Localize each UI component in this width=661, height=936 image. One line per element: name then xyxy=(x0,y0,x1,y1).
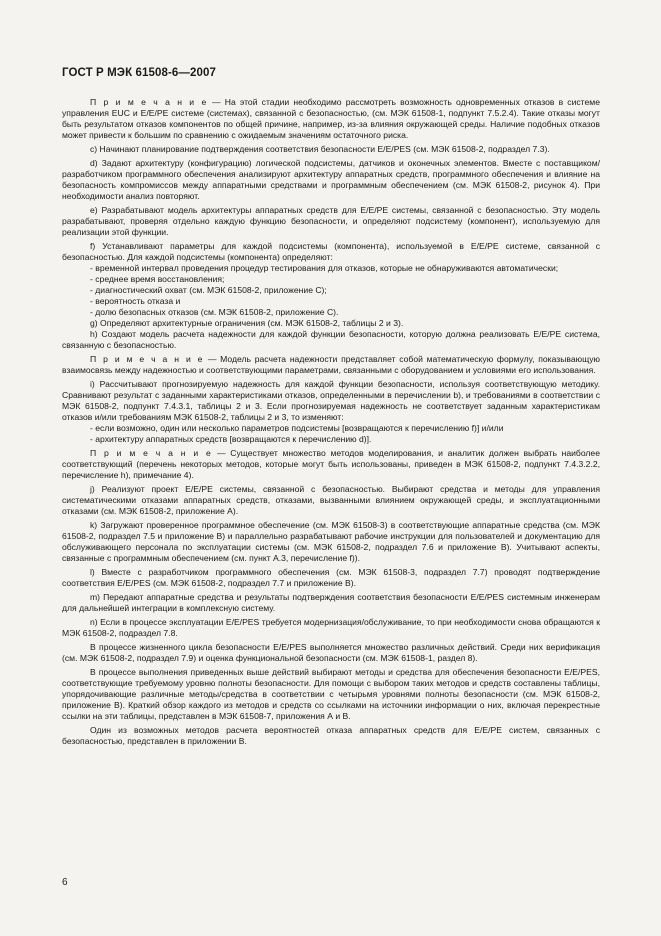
note-label: П р и м е ч а н и е xyxy=(90,354,205,364)
note-label: П р и м е ч а н и е xyxy=(90,97,208,107)
list-item-c: с) Начинают планирование подтверждения соответствия безопасности E/E/PES (см. МЭК 61508-2, подраздел 7.3). xyxy=(90,144,550,154)
dash-item: - среднее время восстановления; xyxy=(90,274,225,284)
list-item-k: k) Загружают проверенное программное обеспечение (см. МЭК 61508-3) в соответствующие аппаратные средства (см. МЭК 61508-2, подраздел 7.5 и приложение В) и параллельно разрабатывают рабочие инструкции для пользователей и документацию для обслуживающего персонала по эксплуатации системы (см. МЭК 61508-2, подраздел 7.6 и приложение В). Учитывают аспекты, связанные с программным обеспечением (см. пункт А.3, перечисление f)). xyxy=(62,520,600,563)
list-item-e: е) Разрабатывают модель архитектуры аппаратных средств для E/E/PE системы, связанной с безопасностью. Эту модель разрабатывают, проверяя отдельно каждую функцию безопасности, и определяют подсистему (компонент), используемую для реализации этой функции. xyxy=(62,205,600,237)
body-paragraph: Один из возможных методов расчета вероятностей отказа аппаратных средств для E/E/PE систем, связанных с безопасностью, представлен в приложении В. xyxy=(62,725,600,746)
dash-item: - архитектуру аппаратных средств [возвращаются к перечислению d)]. xyxy=(90,434,372,444)
list-item-j: j) Реализуют проект E/E/PE системы, связанной с безопасностью. Выбирают средства и методы для управления систематическими отказами аппаратных средств, отказами, вызванными влиянием окружающей среды, и эксплуатационными отказами (см. МЭК 61508-2, приложение А). xyxy=(62,484,600,516)
document-body xyxy=(62,97,600,750)
body-paragraph: В процессе выполнения приведенных выше действий выбирают методы и средства для обеспечения безопасности E/E/PES, соответствующие требуемому уровню полноты безопасности. Для помощи с выбором таких методов и средств составлены таблицы, упорядочивающие различные методы/средства в соответствии с четырьмя уровнями полноты безопасности (см. МЭК 61508-2, приложение В). Краткий обзор каждого из методов и средств со ссылками на источники информации о них, включая перекрестные ссылки на эти таблицы, представлен в МЭК 61508-7, приложения А и В. xyxy=(62,667,600,721)
note-paragraph: П р и м е ч а н и е — Существует множество методов моделирования, и аналитик должен выбрать наиболее соответствующий (перечень некоторых методов, которые могут быть использованы, приведен в МЭК 61508-2, подпункт 7.4.3.2.2, перечисление h), примечание 4). xyxy=(62,448,600,480)
document-header: ГОСТ Р МЭК 61508-6—2007 xyxy=(62,67,216,79)
note-label: П р и м е ч а н и е xyxy=(90,448,213,458)
note-paragraph: П р и м е ч а н и е — На этой стадии необходимо рассмотреть возможность одновременных отказов в системе управления EUC и E/E/PE системе (системах), связанной с безопасностью, (см. МЭК 61508-1, подпункт 7.5.2.4). Такие отказы могут быть результатом отказов компонентов по общей причине, например, из-за влияния окружающей среды. Наличие подобных отказов может привести к большим по сравнению с ожидаемым значениям остаточного риска. xyxy=(62,97,600,140)
note-paragraph: П р и м е ч а н и е — Модель расчета надежности представляет собой математическую формулу, показывающую взаимосвязь между надежностью и соответствующими параметрами, связанными с оборудованием и условиями его использования. xyxy=(62,354,600,375)
dash-item: - долю безопасных отказов (см. МЭК 61508-2, приложение С). xyxy=(90,307,339,317)
list-item-i: i) Рассчитывают прогнозируемую надежность для каждой функции безопасности, используя соответствующую методику. Сравнивают результат с заданными характеристиками отказов, определенными в перечислении b), и требованиями в соответствии с МЭК 61508-2, подпункт 7.4.3.1, таблицы 2 и 3. Если прогнозируемая надежность не соответствует заданным характеристикам отказов и/или требованиям МЭК 61508-2, таблицы 2 и 3, то изменяют: xyxy=(62,379,600,422)
dash-item: - временной интервал проведения процедур тестирования для отказов, которые не обнаруживаются автоматически; xyxy=(90,263,559,273)
list-item-h: h) Создают модель расчета надежности для каждой функции безопасности, которую должна реализовать E/E/PE система, связанную с безопасностью. xyxy=(62,329,600,350)
dash-item: - вероятность отказа и xyxy=(90,296,181,306)
list-item-n: n) Если в процессе эксплуатации E/E/PES требуется модернизация/обслуживание, то при необходимости снова обращаются к МЭК 61508-2, подраздел 7.8. xyxy=(62,617,600,638)
page-number: 6 xyxy=(62,877,68,888)
list-item-l: l) Вместе с разработчиком программного обеспечения (см. МЭК 61508-3, подраздел 7.7) проводят подтверждение соответствия E/E/PES (см. МЭК 61508-2, подраздел 7.7 и приложение В). xyxy=(62,567,600,588)
dash-item: - диагностический охват (см. МЭК 61508-2, приложение С); xyxy=(90,285,327,295)
list-item-d: d) Задают архитектуру (конфигурацию) логической подсистемы, датчиков и оконечных элементов. Вместе с поставщиком/разработчиком программного обеспечения анализируют архитектуру аппаратных средств, программного обеспечения и влияние на безопасность компромиссов между аппаратными средствами и программным обеспечением (см. МЭК 61508-2, рисунок 4). При необходимости анализ повторяют. xyxy=(62,158,600,201)
body-paragraph: В процессе жизненного цикла безопасности E/E/PES выполняется множество различных действий. Среди них верификация (см. МЭК 61508-2, подраздел 7.9) и оценка функциональной безопасности (см. МЭК 61508-1, раздел 8). xyxy=(62,642,600,663)
list-item-m: m) Передают аппаратные средства и результаты подтверждения соответствия безопасности E/E/PES системным инженерам для дальнейшей интеграции в комплексную систему. xyxy=(62,592,600,613)
list-item-f: f) Устанавливают параметры для каждой подсистемы (компонента), используемой в E/E/PE системе, связанной с безопасностью. Для каждой подсистемы (компонента) определяют: xyxy=(62,241,600,262)
list-item-g: g) Определяют архитектурные ограничения (см. МЭК 61508-2, таблицы 2 и 3). xyxy=(90,318,404,328)
dash-item: - если возможно, один или несколько параметров подсистемы [возвращаются к перечислению f)] и/или xyxy=(90,423,504,433)
